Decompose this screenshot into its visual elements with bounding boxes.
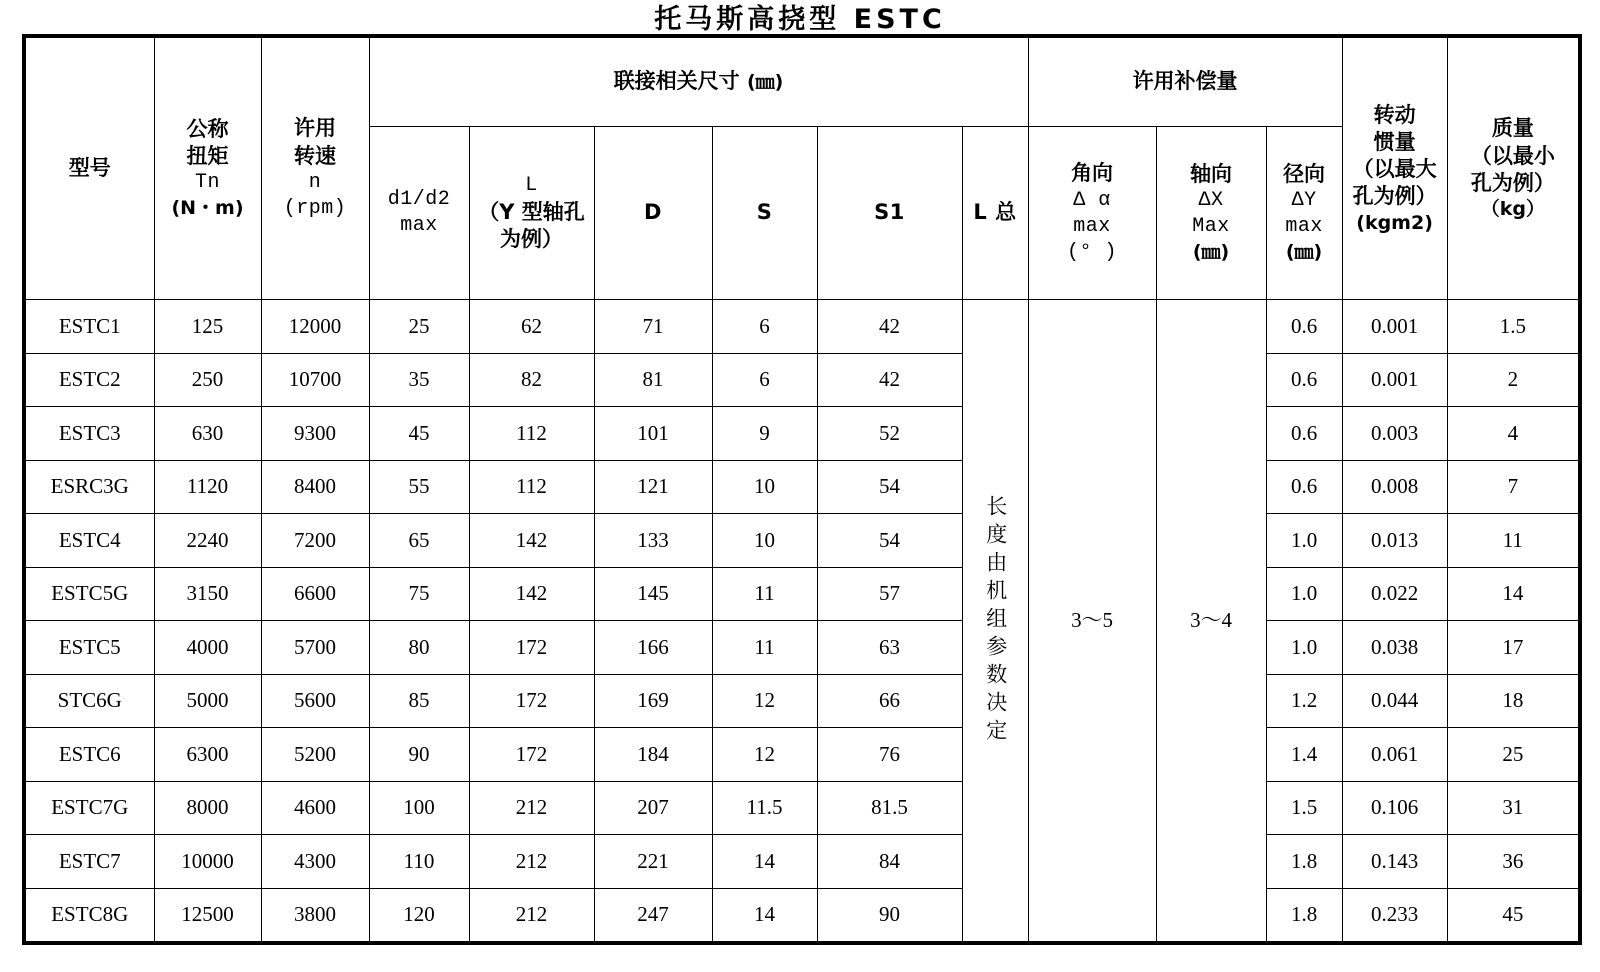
nominal-torque-cell: 12500 bbox=[154, 888, 261, 943]
L-line1: L bbox=[525, 173, 538, 197]
d1-d2-max-cell: 100 bbox=[369, 781, 469, 835]
S1-cell: 63 bbox=[817, 621, 962, 675]
S1-cell: 90 bbox=[817, 888, 962, 943]
d1d2-line2: max bbox=[400, 214, 438, 237]
table-row bbox=[24, 888, 1580, 943]
angular-line3: max bbox=[1073, 214, 1111, 238]
table-row bbox=[24, 567, 1580, 621]
radial-compensation-cell: 1.5 bbox=[1266, 781, 1342, 835]
axial-line3: Max bbox=[1192, 215, 1230, 239]
table-row bbox=[24, 460, 1580, 514]
radial-compensation-cell: 1.4 bbox=[1266, 728, 1342, 782]
table-row bbox=[24, 728, 1580, 782]
col-header-L bbox=[469, 127, 594, 300]
axial-compensation-cell: 3〜4 bbox=[1156, 300, 1266, 944]
moment-of-inertia-cell: 0.008 bbox=[1342, 460, 1447, 514]
col-header-nominal-torque bbox=[154, 36, 261, 300]
radial-compensation-cell: 1.0 bbox=[1266, 621, 1342, 675]
allowable-speed-cell: 12000 bbox=[261, 300, 369, 354]
model-cell: ESTC3 bbox=[24, 407, 154, 461]
col-header-angular-compensation bbox=[1028, 127, 1156, 300]
table-row bbox=[24, 621, 1580, 675]
nominal-torque-cell: 10000 bbox=[154, 835, 261, 889]
mass-cell: 1.5 bbox=[1447, 300, 1580, 354]
model-cell: ESTC7 bbox=[24, 835, 154, 889]
angular-line2: Δ α bbox=[1073, 188, 1111, 212]
coupling-spec-table bbox=[22, 34, 1582, 945]
model-cell: STC6G bbox=[24, 674, 154, 728]
S-cell: 14 bbox=[712, 888, 817, 943]
moment-of-inertia-cell: 0.001 bbox=[1342, 300, 1447, 354]
allowable-speed-cell: 5700 bbox=[261, 621, 369, 675]
nominal-torque-cell: 125 bbox=[154, 300, 261, 354]
radial-compensation-cell: 1.0 bbox=[1266, 567, 1342, 621]
L-cell: 212 bbox=[469, 835, 594, 889]
table-row bbox=[24, 300, 1580, 354]
allowable-speed-cell: 4600 bbox=[261, 781, 369, 835]
model-cell: ESTC7G bbox=[24, 781, 154, 835]
moment-of-inertia-cell: 0.022 bbox=[1342, 567, 1447, 621]
d1-d2-max-cell: 90 bbox=[369, 728, 469, 782]
moment-of-inertia-cell: 0.061 bbox=[1342, 728, 1447, 782]
connection-group-unit: (㎜) bbox=[747, 71, 784, 94]
D-cell: 101 bbox=[594, 407, 712, 461]
nominal-torque-cell: 250 bbox=[154, 353, 261, 407]
d1-d2-max-cell: 75 bbox=[369, 567, 469, 621]
d1-d2-max-cell: 85 bbox=[369, 674, 469, 728]
S-cell: 10 bbox=[712, 514, 817, 568]
L-cell: 172 bbox=[469, 621, 594, 675]
allowable-speed-cell: 5600 bbox=[261, 674, 369, 728]
D-cell: 71 bbox=[594, 300, 712, 354]
L-cell: 212 bbox=[469, 781, 594, 835]
d1-d2-max-cell: 25 bbox=[369, 300, 469, 354]
S1-cell: 52 bbox=[817, 407, 962, 461]
radial-line3: max bbox=[1285, 215, 1323, 239]
angular-unit: (° ) bbox=[1067, 240, 1118, 264]
radial-compensation-cell: 0.6 bbox=[1266, 407, 1342, 461]
inertia-line2: 惯量 bbox=[1373, 129, 1416, 154]
mass-cell: 31 bbox=[1447, 781, 1580, 835]
allowable-speed-line1: 许用 bbox=[294, 116, 336, 141]
L-cell: 172 bbox=[469, 728, 594, 782]
nominal-torque-unit: (N・m) bbox=[171, 197, 244, 220]
d1-d2-max-cell: 55 bbox=[369, 460, 469, 514]
col-header-moment-of-inertia bbox=[1342, 36, 1447, 300]
moment-of-inertia-cell: 0.001 bbox=[1342, 353, 1447, 407]
radial-compensation-cell: 0.6 bbox=[1266, 460, 1342, 514]
table-row bbox=[24, 835, 1580, 889]
nominal-torque-cell: 1120 bbox=[154, 460, 261, 514]
L-cell: 142 bbox=[469, 514, 594, 568]
S-cell: 9 bbox=[712, 407, 817, 461]
mass-cell: 18 bbox=[1447, 674, 1580, 728]
radial-compensation-cell: 1.8 bbox=[1266, 888, 1342, 943]
table-row bbox=[24, 781, 1580, 835]
d1-d2-max-cell: 35 bbox=[369, 353, 469, 407]
d1-d2-max-cell: 65 bbox=[369, 514, 469, 568]
header-row-groups bbox=[24, 36, 1580, 127]
radial-compensation-cell: 0.6 bbox=[1266, 353, 1342, 407]
inertia-line4: 孔为例） bbox=[1352, 184, 1437, 209]
col-header-allowable-speed bbox=[261, 36, 369, 300]
nominal-torque-cell: 3150 bbox=[154, 567, 261, 621]
radial-line2: ΔY bbox=[1291, 189, 1317, 213]
mass-cell: 45 bbox=[1447, 888, 1580, 943]
L-cell: 82 bbox=[469, 353, 594, 407]
model-cell: ESTC5G bbox=[24, 567, 154, 621]
col-header-L-total: L 总 bbox=[962, 127, 1028, 300]
D-cell: 247 bbox=[594, 888, 712, 943]
D-cell: 221 bbox=[594, 835, 712, 889]
nominal-torque-line1: 公称 bbox=[186, 116, 229, 141]
mass-cell: 2 bbox=[1447, 353, 1580, 407]
mass-line2: （以最小 bbox=[1470, 143, 1555, 168]
model-cell: ESTC6 bbox=[24, 728, 154, 782]
axial-line1: 轴向 bbox=[1190, 162, 1233, 186]
allowable-speed-symbol: n bbox=[308, 170, 322, 194]
col-header-mass bbox=[1447, 36, 1580, 300]
nominal-torque-line2: 扭矩 bbox=[186, 144, 229, 169]
d1-d2-max-cell: 45 bbox=[369, 407, 469, 461]
group-header-connection-dimensions bbox=[369, 36, 1028, 127]
axial-unit: (㎜) bbox=[1192, 241, 1230, 264]
moment-of-inertia-cell: 0.038 bbox=[1342, 621, 1447, 675]
S1-cell: 81.5 bbox=[817, 781, 962, 835]
D-cell: 145 bbox=[594, 567, 712, 621]
group-header-allowable-compensation: 许用补偿量 bbox=[1028, 36, 1342, 127]
moment-of-inertia-cell: 0.003 bbox=[1342, 407, 1447, 461]
model-cell: ESTC8G bbox=[24, 888, 154, 943]
mass-cell: 4 bbox=[1447, 407, 1580, 461]
S-cell: 6 bbox=[712, 353, 817, 407]
radial-line1: 径向 bbox=[1283, 162, 1326, 186]
mass-line1: 质量 bbox=[1491, 116, 1534, 141]
allowable-speed-line2: 转速 bbox=[294, 143, 336, 168]
mass-cell: 14 bbox=[1447, 567, 1580, 621]
col-header-S: S bbox=[712, 127, 817, 300]
connection-group-line1: 联接相关尺寸 bbox=[613, 69, 740, 94]
D-cell: 121 bbox=[594, 460, 712, 514]
d1-d2-max-cell: 110 bbox=[369, 835, 469, 889]
S1-cell: 42 bbox=[817, 300, 962, 354]
col-header-axial-compensation bbox=[1156, 127, 1266, 300]
model-cell: ESTC4 bbox=[24, 514, 154, 568]
L-cell: 112 bbox=[469, 460, 594, 514]
S-cell: 12 bbox=[712, 728, 817, 782]
model-cell: ESTC1 bbox=[24, 300, 154, 354]
table-body bbox=[24, 300, 1580, 944]
table-row bbox=[24, 407, 1580, 461]
radial-compensation-cell: 1.8 bbox=[1266, 835, 1342, 889]
radial-compensation-cell: 0.6 bbox=[1266, 300, 1342, 354]
D-cell: 133 bbox=[594, 514, 712, 568]
L-line2: （Y 型轴孔 bbox=[478, 199, 585, 224]
radial-unit: (㎜) bbox=[1285, 241, 1323, 264]
S1-cell: 76 bbox=[817, 728, 962, 782]
S-cell: 11 bbox=[712, 621, 817, 675]
col-header-S1: S1 bbox=[817, 127, 962, 300]
mass-unit: （kg） bbox=[1480, 198, 1545, 221]
page-title: 托马斯高挠型 ESTC bbox=[654, 4, 946, 35]
allowable-speed-cell: 5200 bbox=[261, 728, 369, 782]
allowable-speed-cell: 4300 bbox=[261, 835, 369, 889]
allowable-speed-cell: 3800 bbox=[261, 888, 369, 943]
S1-cell: 66 bbox=[817, 674, 962, 728]
col-header-D: D bbox=[594, 127, 712, 300]
mass-line3: 孔为例） bbox=[1470, 170, 1555, 195]
inertia-unit: (kgm2) bbox=[1356, 211, 1433, 234]
L-cell: 212 bbox=[469, 888, 594, 943]
S1-cell: 54 bbox=[817, 460, 962, 514]
D-cell: 166 bbox=[594, 621, 712, 675]
nominal-torque-cell: 630 bbox=[154, 407, 261, 461]
allowable-speed-cell: 9300 bbox=[261, 407, 369, 461]
D-cell: 184 bbox=[594, 728, 712, 782]
L-cell: 142 bbox=[469, 567, 594, 621]
allowable-speed-unit: (rpm) bbox=[283, 196, 347, 220]
allowable-speed-cell: 8400 bbox=[261, 460, 369, 514]
D-cell: 207 bbox=[594, 781, 712, 835]
col-header-d1-d2-max bbox=[369, 127, 469, 300]
table-row bbox=[24, 674, 1580, 728]
moment-of-inertia-cell: 0.106 bbox=[1342, 781, 1447, 835]
inertia-line1: 转动 bbox=[1373, 102, 1416, 127]
inertia-line3: （以最大 bbox=[1352, 157, 1437, 182]
nominal-torque-cell: 8000 bbox=[154, 781, 261, 835]
d1-d2-max-cell: 120 bbox=[369, 888, 469, 943]
nominal-torque-cell: 5000 bbox=[154, 674, 261, 728]
allowable-speed-cell: 6600 bbox=[261, 567, 369, 621]
S-cell: 14 bbox=[712, 835, 817, 889]
S-cell: 11 bbox=[712, 567, 817, 621]
table-row bbox=[24, 353, 1580, 407]
S1-cell: 84 bbox=[817, 835, 962, 889]
nominal-torque-symbol: Tn bbox=[194, 171, 220, 195]
col-header-model: 型号 bbox=[24, 36, 154, 300]
moment-of-inertia-cell: 0.044 bbox=[1342, 674, 1447, 728]
S-cell: 6 bbox=[712, 300, 817, 354]
S1-cell: 42 bbox=[817, 353, 962, 407]
mass-cell: 7 bbox=[1447, 460, 1580, 514]
model-cell: ESRC3G bbox=[24, 460, 154, 514]
D-cell: 169 bbox=[594, 674, 712, 728]
S-cell: 11.5 bbox=[712, 781, 817, 835]
mass-cell: 36 bbox=[1447, 835, 1580, 889]
table-head bbox=[24, 36, 1580, 300]
nominal-torque-cell: 4000 bbox=[154, 621, 261, 675]
moment-of-inertia-cell: 0.013 bbox=[1342, 514, 1447, 568]
L-line3: 为例） bbox=[500, 227, 563, 251]
model-cell: ESTC5 bbox=[24, 621, 154, 675]
angular-line1: 角向 bbox=[1071, 161, 1114, 186]
axial-line2: ΔX bbox=[1198, 189, 1224, 213]
S-cell: 10 bbox=[712, 460, 817, 514]
L-cell: 62 bbox=[469, 300, 594, 354]
S1-cell: 57 bbox=[817, 567, 962, 621]
mass-cell: 25 bbox=[1447, 728, 1580, 782]
allowable-speed-cell: 7200 bbox=[261, 514, 369, 568]
S1-cell: 54 bbox=[817, 514, 962, 568]
angular-compensation-cell: 3〜5 bbox=[1028, 300, 1156, 944]
d1-d2-max-cell: 80 bbox=[369, 621, 469, 675]
radial-compensation-cell: 1.2 bbox=[1266, 674, 1342, 728]
model-cell: ESTC2 bbox=[24, 353, 154, 407]
l-total-note-cell: 长度由机组参数决定 bbox=[962, 300, 1028, 944]
table-row bbox=[24, 514, 1580, 568]
spec-table-container bbox=[0, 34, 1600, 945]
radial-compensation-cell: 1.0 bbox=[1266, 514, 1342, 568]
moment-of-inertia-cell: 0.233 bbox=[1342, 888, 1447, 943]
D-cell: 81 bbox=[594, 353, 712, 407]
col-header-radial-compensation bbox=[1266, 127, 1342, 300]
mass-cell: 17 bbox=[1447, 621, 1580, 675]
d1d2-line1: d1/d2 bbox=[387, 188, 451, 211]
nominal-torque-cell: 6300 bbox=[154, 728, 261, 782]
mass-cell: 11 bbox=[1447, 514, 1580, 568]
moment-of-inertia-cell: 0.143 bbox=[1342, 835, 1447, 889]
nominal-torque-cell: 2240 bbox=[154, 514, 261, 568]
S-cell: 12 bbox=[712, 674, 817, 728]
L-cell: 172 bbox=[469, 674, 594, 728]
L-cell: 112 bbox=[469, 407, 594, 461]
allowable-speed-cell: 10700 bbox=[261, 353, 369, 407]
